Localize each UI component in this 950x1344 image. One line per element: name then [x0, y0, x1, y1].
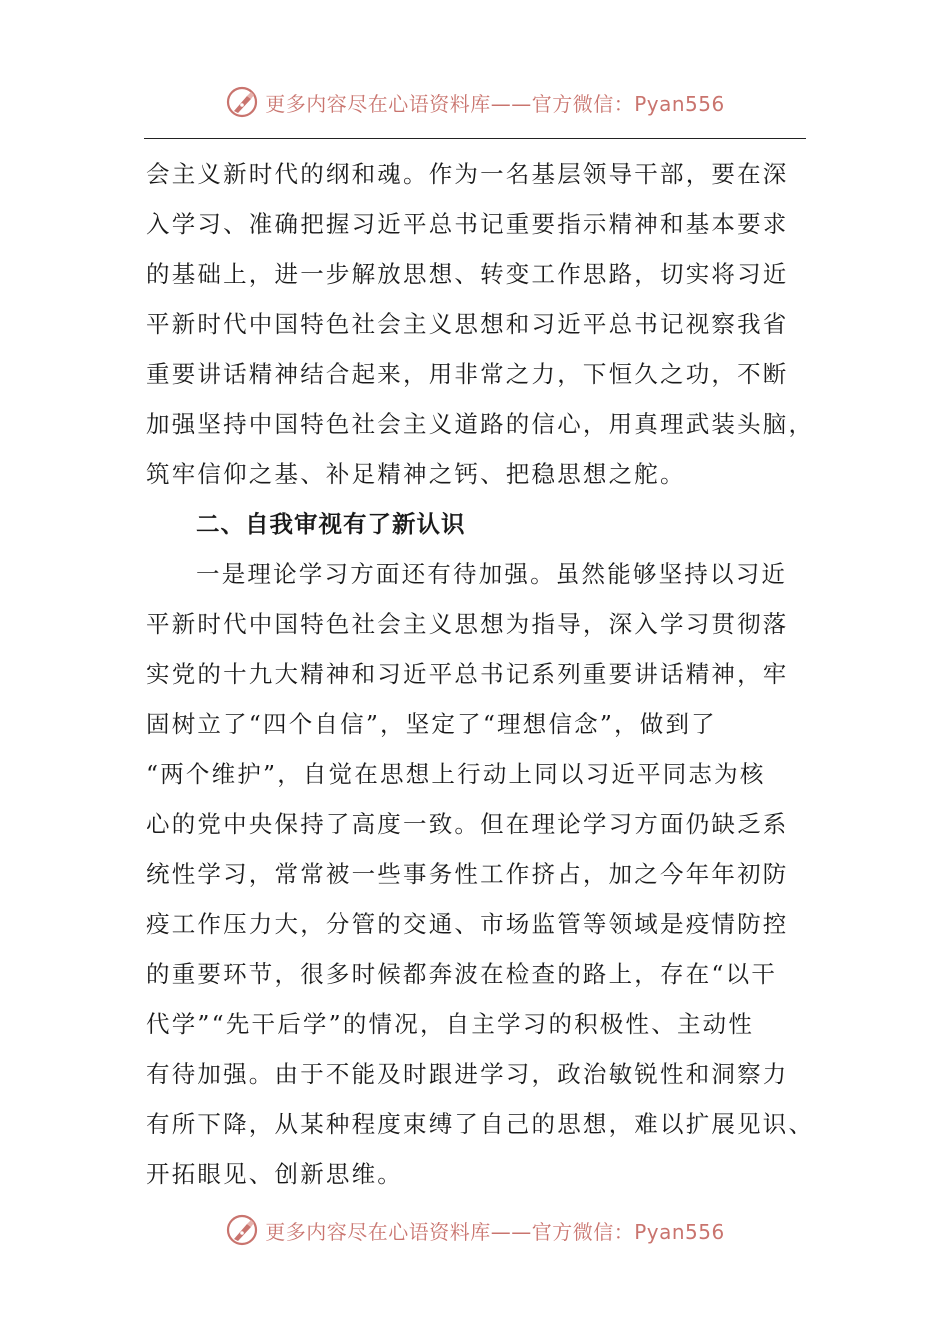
paragraph-line: 开拓眼见、创新思维。 [146, 1160, 403, 1188]
watermark-text: 更多内容尽在心语资料库——官方微信：Pyan556 [265, 91, 725, 116]
body-line: 入学习、准确把握习近平总书记重要指示精神和基本要求 [146, 210, 789, 238]
body-line: 重要讲话精神结合起来，用非常之力，下恒久之功，不断 [146, 360, 789, 388]
body-line: 会主义新时代的纲和魂。作为一名基层领导干部，要在深 [146, 160, 789, 188]
paragraph-line: 代学”“先干后学”的情况，自主学习的积极性、主动性 [146, 1010, 755, 1038]
watermark-text: 更多内容尽在心语资料库——官方微信：Pyan556 [265, 1219, 725, 1244]
pen-nib-logo-icon [225, 85, 259, 119]
paragraph-line: 统性学习，常常被一些事务性工作挤占，加之今年年初防 [146, 860, 789, 888]
paragraph-line: 平新时代中国特色社会主义思想为指导，深入学习贯彻落 [146, 610, 789, 638]
paragraph-line: 的重要环节，很多时候都奔波在检查的路上，存在“以干 [146, 960, 778, 988]
footer-watermark [0, 1210, 950, 1250]
section-heading: 二、自我审视有了新认识 [196, 510, 466, 538]
paragraph-line: 固树立了“四个自信”，坚定了“理想信念”，做到了 [146, 710, 717, 738]
body-line: 的基础上，进一步解放思想、转变工作思路，切实将习近 [146, 260, 789, 288]
pen-nib-logo-icon [225, 1213, 259, 1247]
paragraph-line: 实党的十九大精神和习近平总书记系列重要讲话精神，牢 [146, 660, 789, 688]
header-divider [144, 138, 806, 139]
paragraph-line: 一是理论学习方面还有待加强。虽然能够坚持以习近 [196, 560, 788, 588]
paragraph-line: 有所下降，从某种程度束缚了自己的思想，难以扩展见识、 [146, 1110, 815, 1138]
document-body [146, 149, 815, 1199]
paragraph-line: 心的党中央保持了高度一致。但在理论学习方面仍缺乏系 [146, 810, 789, 838]
header-watermark [0, 82, 950, 122]
paragraph-line: “两个维护”，自觉在思想上行动上同以习近平同志为核 [146, 760, 766, 788]
body-line: 加强坚持中国特色社会主义道路的信心，用真理武装头脑， [146, 410, 815, 438]
body-line: 平新时代中国特色社会主义思想和习近平总书记视察我省 [146, 310, 789, 338]
paragraph-line: 疫工作压力大，分管的交通、市场监管等领域是疫情防控 [146, 910, 789, 938]
paragraph-line: 有待加强。由于不能及时跟进学习，政治敏锐性和洞察力 [146, 1060, 789, 1088]
body-line: 筑牢信仰之基、补足精神之钙、把稳思想之舵。 [146, 460, 686, 488]
